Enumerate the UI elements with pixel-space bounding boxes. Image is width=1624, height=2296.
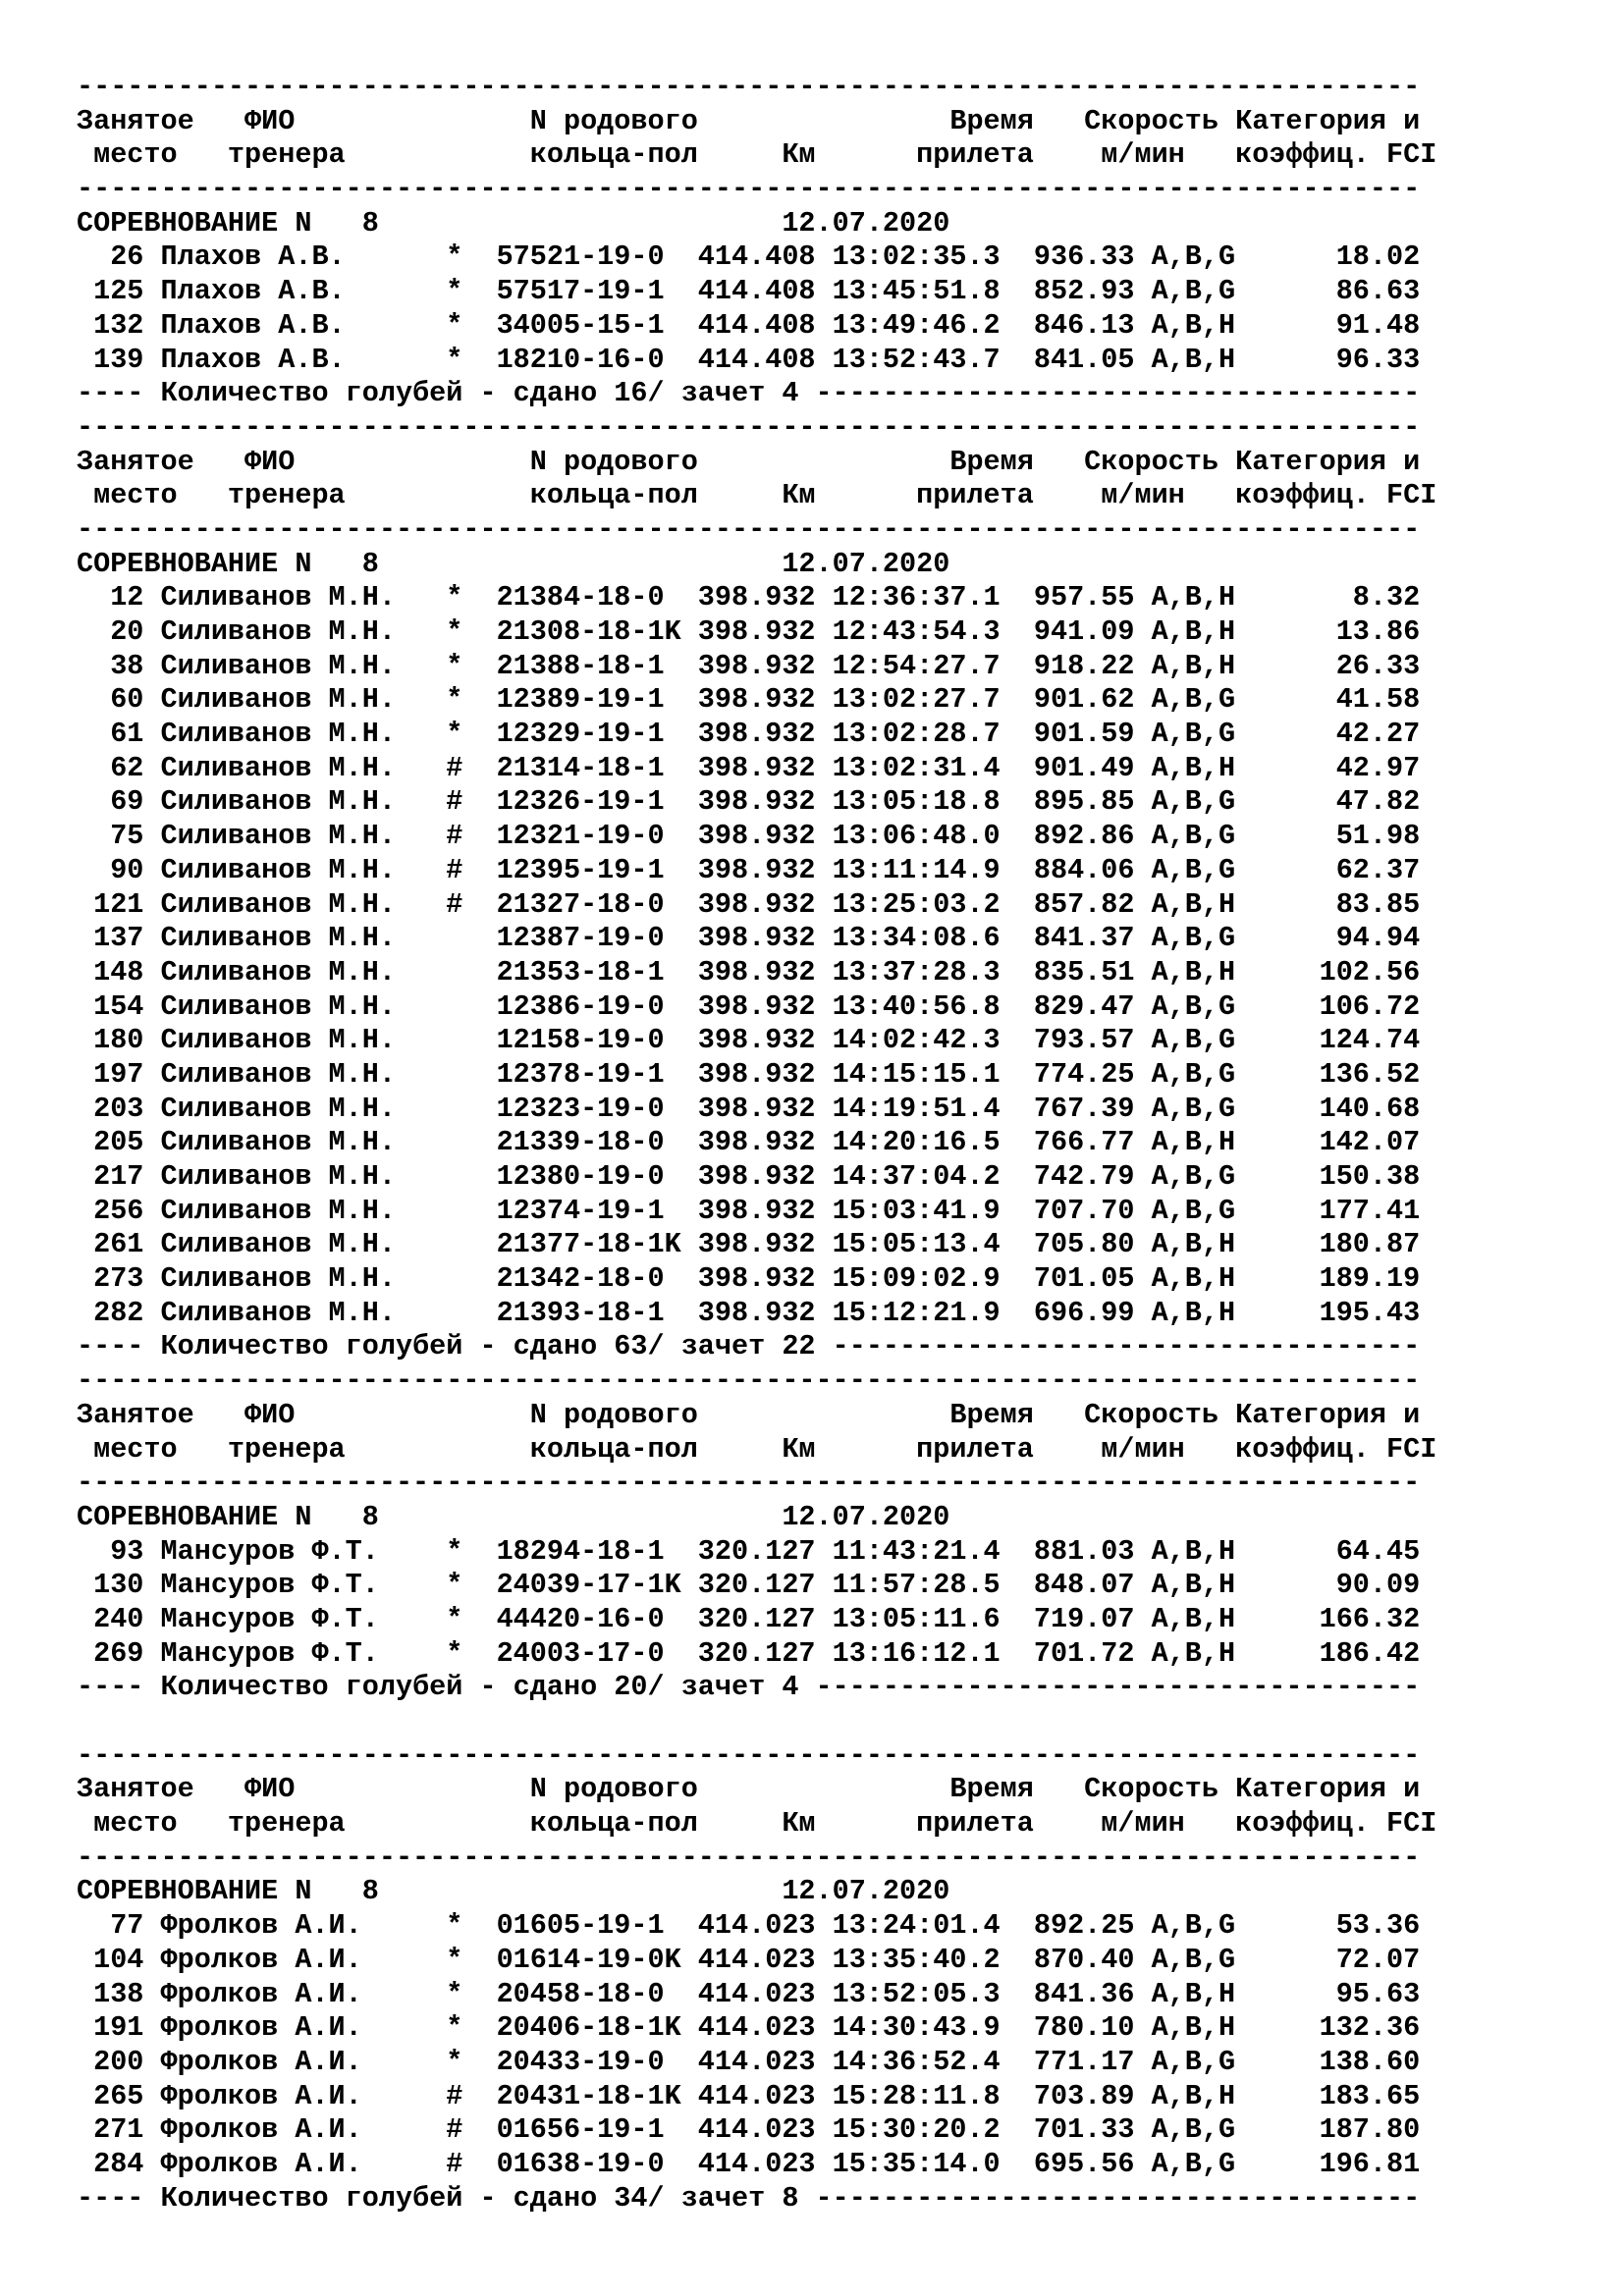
separator-line: -------------------------------------------------------------------------------- [77, 410, 1421, 444]
table-row: 93 Мансуров Ф.Т. * 18294-18-1 320.127 11:43:21.4 881.03 A,B,H 64.45 [77, 1534, 1421, 1568]
table-row: 205 Силиванов М.Н. 21339-18-0 398.932 14:20:16.5 766.77 A,B,H 142.07 [77, 1126, 1421, 1159]
table-row: 90 Силиванов М.Н. # 12395-19-1 398.932 13:11:14.9 884.06 A,B,G 62.37 [77, 853, 1421, 886]
table-row: 256 Силиванов М.Н. 12374-19-1 398.932 15:03:41.9 707.70 A,B,G 177.41 [77, 1194, 1421, 1227]
results-document [77, 71, 1436, 2216]
column-header-line-1: Занятое ФИО N родового Время Скорость Категория и [77, 104, 1421, 137]
table-row: 282 Силиванов М.Н. 21393-18-1 398.932 15:12:21.9 696.99 A,B,H 195.43 [77, 1296, 1421, 1329]
column-header-line-2: место тренера кольца-пол Км прилета м/мин коэффиц. FCI [77, 479, 1437, 512]
table-row: 75 Силиванов М.Н. # 12321-19-0 398.932 13:06:48.0 892.86 A,B,G 51.98 [77, 820, 1421, 853]
column-header-line-2: место тренера кольца-пол Км прилета м/мин коэффиц. FCI [77, 1807, 1437, 1841]
competition-line: СОРЕВНОВАНИЕ N 8 12.07.2020 [77, 547, 950, 580]
table-row: 269 Мансуров Ф.Т. * 24003-17-0 320.127 13:16:12.1 701.72 A,B,H 186.42 [77, 1636, 1421, 1670]
table-row: 271 Фролков А.И. # 01656-19-1 414.023 15:30:20.2 701.33 A,B,G 187.80 [77, 2113, 1421, 2147]
total-line: ---- Количество голубей - сдано 20/ зачет 4 ------------------------------------ [77, 1671, 1421, 1704]
table-row: 12 Силиванов М.Н. * 21384-18-0 398.932 12:36:37.1 957.55 A,B,H 8.32 [77, 581, 1421, 614]
table-row: 200 Фролков А.И. * 20433-19-0 414.023 14:36:52.4 771.17 A,B,G 138.60 [77, 2045, 1421, 2078]
table-row: 180 Силиванов М.Н. 12158-19-0 398.932 14:02:42.3 793.57 A,B,G 124.74 [77, 1024, 1421, 1057]
total-line: ---- Количество голубей - сдано 16/ зачет 4 ------------------------------------ [77, 377, 1421, 410]
separator-line: -------------------------------------------------------------------------------- [77, 1738, 1421, 1772]
table-row: 121 Силиванов М.Н. # 21327-18-0 398.932 13:25:03.2 857.82 A,B,H 83.85 [77, 887, 1421, 921]
competition-line: СОРЕВНОВАНИЕ N 8 12.07.2020 [77, 206, 950, 240]
table-row: 265 Фролков А.И. # 20431-18-1K 414.023 15:28:11.8 703.89 A,B,H 183.65 [77, 2079, 1421, 2112]
separator-line: -------------------------------------------------------------------------------- [77, 512, 1421, 546]
table-row: 61 Силиванов М.Н. * 12329-19-1 398.932 13:02:28.7 901.59 A,B,G 42.27 [77, 718, 1421, 751]
table-row: 26 Плахов А.В. * 57521-19-0 414.408 13:02:35.3 936.33 A,B,G 18.02 [77, 240, 1421, 274]
table-row: 132 Плахов А.В. * 34005-15-1 414.408 13:49:46.2 846.13 A,B,H 91.48 [77, 308, 1421, 342]
table-row: 104 Фролков А.И. * 01614-19-0K 414.023 13:35:40.2 870.40 A,B,G 72.07 [77, 1943, 1421, 1976]
competition-line: СОРЕВНОВАНИЕ N 8 12.07.2020 [77, 1875, 950, 1908]
separator-line: -------------------------------------------------------------------------------- [77, 173, 1421, 206]
table-row: 203 Силиванов М.Н. 12323-19-0 398.932 14:19:51.4 767.39 A,B,G 140.68 [77, 1092, 1421, 1125]
total-line: ---- Количество голубей - сдано 63/ зачет 22 ----------------------------------- [77, 1330, 1421, 1363]
table-row: 69 Силиванов М.Н. # 12326-19-1 398.932 13:05:18.8 895.85 A,B,G 47.82 [77, 785, 1421, 819]
table-row: 197 Силиванов М.Н. 12378-19-1 398.932 14:15:15.1 774.25 A,B,G 136.52 [77, 1057, 1421, 1091]
column-header-line-2: место тренера кольца-пол Км прилета м/мин коэффиц. FCI [77, 1432, 1437, 1466]
table-row: 60 Силиванов М.Н. * 12389-19-1 398.932 13:02:27.7 901.62 A,B,G 41.58 [77, 683, 1421, 717]
table-row: 20 Силиванов М.Н. * 21308-18-1K 398.932 12:43:54.3 941.09 A,B,H 13.86 [77, 615, 1421, 648]
column-header-line-1: Занятое ФИО N родового Время Скорость Категория и [77, 445, 1421, 478]
table-row: 273 Силиванов М.Н. 21342-18-0 398.932 15:09:02.9 701.05 A,B,H 189.19 [77, 1262, 1421, 1296]
separator-line: -------------------------------------------------------------------------------- [77, 1364, 1421, 1398]
table-row: 137 Силиванов М.Н. 12387-19-0 398.932 13:34:08.6 841.37 A,B,G 94.94 [77, 922, 1421, 955]
table-row: 284 Фролков А.И. # 01638-19-0 414.023 15:35:14.0 695.56 A,B,G 196.81 [77, 2147, 1421, 2180]
table-row: 38 Силиванов М.Н. * 21388-18-1 398.932 12:54:27.7 918.22 A,B,H 26.33 [77, 649, 1421, 682]
table-row: 261 Силиванов М.Н. 21377-18-1K 398.932 15:05:13.4 705.80 A,B,H 180.87 [77, 1228, 1421, 1261]
table-row: 240 Мансуров Ф.Т. * 44420-16-0 320.127 13:05:11.6 719.07 A,B,H 166.32 [77, 1602, 1421, 1635]
separator-line: -------------------------------------------------------------------------------- [77, 1467, 1421, 1500]
column-header-line-1: Занятое ФИО N родового Время Скорость Категория и [77, 1398, 1421, 1431]
table-row: 191 Фролков А.И. * 20406-18-1K 414.023 14:30:43.9 780.10 A,B,H 132.36 [77, 2011, 1421, 2045]
table-row: 217 Силиванов М.Н. 12380-19-0 398.932 14:37:04.2 742.79 A,B,G 150.38 [77, 1160, 1421, 1193]
competition-line: СОРЕВНОВАНИЕ N 8 12.07.2020 [77, 1500, 950, 1533]
column-header-line-1: Занятое ФИО N родового Время Скорость Категория и [77, 1773, 1421, 1806]
column-header-line-2: место тренера кольца-пол Км прилета м/мин коэффиц. FCI [77, 138, 1437, 172]
table-row: 148 Силиванов М.Н. 21353-18-1 398.932 13:37:28.3 835.51 A,B,H 102.56 [77, 955, 1421, 988]
table-row: 125 Плахов А.В. * 57517-19-1 414.408 13:45:51.8 852.93 A,B,G 86.63 [77, 275, 1421, 308]
table-row: 130 Мансуров Ф.Т. * 24039-17-1K 320.127 11:57:28.5 848.07 A,B,H 90.09 [77, 1569, 1421, 1602]
total-line: ---- Количество голубей - сдано 34/ зачет 8 ------------------------------------ [77, 2181, 1421, 2215]
table-row: 77 Фролков А.И. * 01605-19-1 414.023 13:24:01.4 892.25 A,B,G 53.36 [77, 1909, 1421, 1943]
table-row: 138 Фролков А.И. * 20458-18-0 414.023 13:52:05.3 841.36 A,B,H 95.63 [77, 1977, 1421, 2010]
blank-line [77, 1705, 1436, 1739]
table-row: 62 Силиванов М.Н. # 21314-18-1 398.932 13:02:31.4 901.49 A,B,H 42.97 [77, 751, 1421, 784]
table-row: 139 Плахов А.В. * 18210-16-0 414.408 13:52:43.7 841.05 A,B,H 96.33 [77, 343, 1421, 376]
separator-line: -------------------------------------------------------------------------------- [77, 1841, 1421, 1874]
table-row: 154 Силиванов М.Н. 12386-19-0 398.932 13:40:56.8 829.47 A,B,G 106.72 [77, 989, 1421, 1023]
separator-line: -------------------------------------------------------------------------------- [77, 71, 1421, 103]
